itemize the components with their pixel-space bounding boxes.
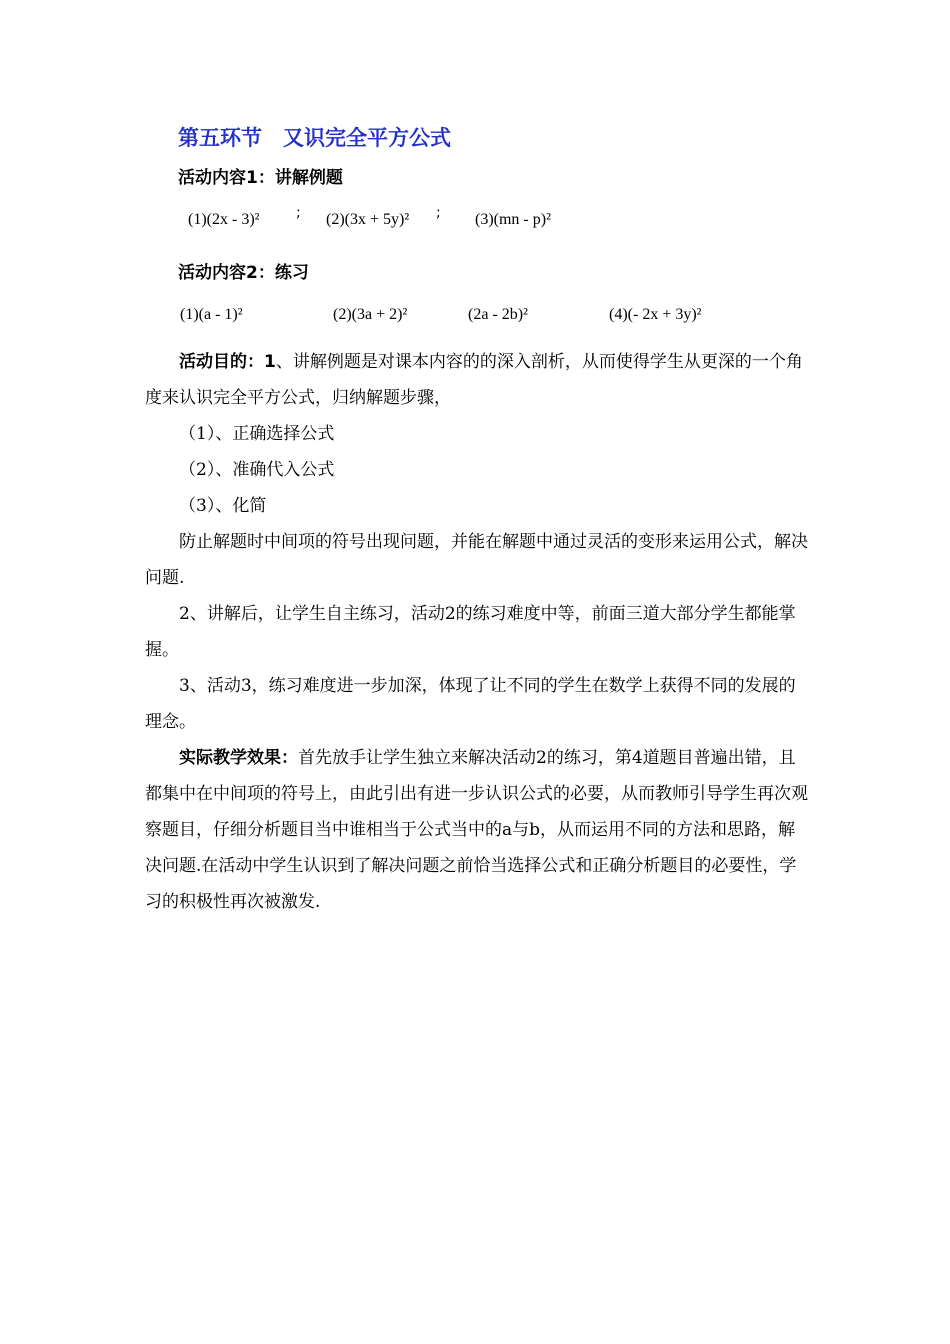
activity1-heading: 活动内容1：讲解例题 <box>178 168 343 188</box>
purpose-point2: 2、讲解后，让学生自主练习，活动2的练习难度中等，前面三道大部分学生都能掌握。 <box>145 604 796 660</box>
example-expression-1: (1)(2x - 3)² <box>188 211 260 228</box>
example-expression-2: (2)(3x + 5y)² <box>326 211 410 228</box>
example-expression-3: (3)(mn - p)² <box>475 211 551 228</box>
expression-separator: ; <box>296 205 301 221</box>
effect-text: 首先放手让学生独立来解决活动2的练习，第4道题目普遍出错，且都集中在中间项的符号上，由此引出有进一步认识公式的必要，从而教师引导学生再次观察题目，仔细分析题目当中谁相当于公式当中的a与b，从而运用不同的方法和思路，解决问题.在活动中学生认识到了解决问题之前恰当选择公式和正确分析题目的必要性，学习的积极性再次被激发. <box>145 748 808 912</box>
purpose-paragraph <box>145 344 810 416</box>
purpose-point1-lead: 1 <box>264 352 276 372</box>
practice-expression-3: (2a - 2b)² <box>468 306 528 323</box>
practice-expression-1: (1)(a - 1)² <box>180 306 243 323</box>
step-item: （1）、正确选择公式 <box>179 424 335 444</box>
practice-expression-4: (4)(- 2x + 3y)² <box>609 306 702 323</box>
purpose-point1-text: 、讲解例题是对课本内容的的深入剖析，从而使得学生从更深的一个角度来认识完全平方公式，归纳解题步骤， <box>145 352 803 408</box>
practice-expression-2: (2)(3a + 2)² <box>333 306 408 323</box>
effect-paragraph <box>145 740 810 920</box>
step-item: （2）、准确代入公式 <box>179 460 335 480</box>
activity2-heading: 活动内容2：练习 <box>178 263 309 283</box>
section-title: 第五环节 又识完全平方公式 <box>178 126 451 150</box>
purpose-point3: 3、活动3，练习难度进一步加深，体现了让不同的学生在数学上获得不同的发展的理念。 <box>145 676 796 732</box>
expression-separator: ; <box>436 205 441 221</box>
step-item: （3）、化简 <box>179 496 267 516</box>
purpose-note: 防止解题时中间项的符号出现问题，并能在解题中通过灵活的变形来运用公式，解决问题. <box>145 532 808 588</box>
purpose-label: 活动目的： <box>179 352 264 372</box>
purpose-section <box>145 344 810 920</box>
effect-label: 实际教学效果： <box>179 748 298 768</box>
